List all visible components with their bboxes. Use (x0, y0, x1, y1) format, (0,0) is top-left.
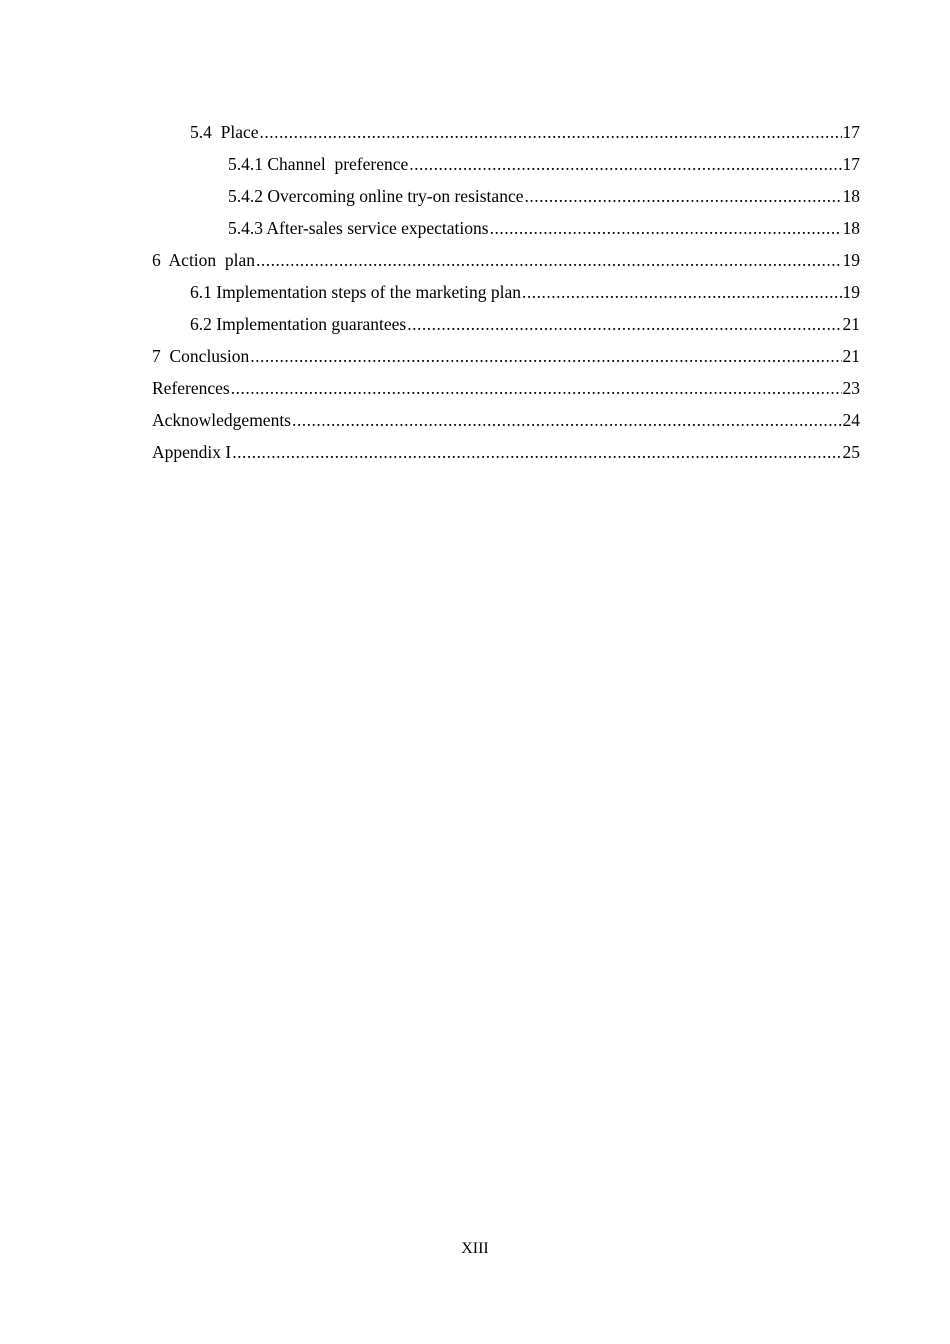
toc-entry-page: 18 (842, 186, 860, 206)
toc-entry-5-4-3-after-sales[interactable] (152, 212, 860, 244)
dot-leader (490, 212, 842, 244)
toc-entry-page: 17 (842, 122, 860, 142)
toc-entry-page: 25 (842, 442, 860, 462)
toc-entry-page: 21 (842, 314, 860, 334)
toc-entry-6-action-plan[interactable] (152, 244, 860, 276)
dot-leader (522, 276, 842, 308)
dot-leader (231, 372, 842, 404)
dot-leader (407, 308, 841, 340)
toc-entry-5-4-place[interactable] (152, 116, 860, 148)
toc-entry-page: 23 (842, 378, 860, 398)
toc-entry-title: Acknowledgements (152, 410, 291, 430)
toc-entry-page: 21 (842, 346, 860, 366)
toc-entry-title: 7 Conclusion (152, 346, 250, 366)
dot-leader (292, 404, 842, 436)
toc-entry-references[interactable] (152, 372, 860, 404)
toc-entry-title: 6.2 Implementation guarantees (190, 314, 407, 334)
toc-entry-title: Appendix I (152, 442, 232, 462)
toc-entry-title: 5.4.2 Overcoming online try-on resistance (228, 186, 524, 206)
toc-entry-7-conclusion[interactable] (152, 340, 860, 372)
toc-entry-appendix-i[interactable] (152, 436, 860, 468)
toc-entry-title: 5.4 Place (190, 122, 259, 142)
dot-leader (256, 244, 841, 276)
dot-leader (260, 116, 842, 148)
toc-entry-page: 24 (842, 410, 860, 430)
dot-leader (409, 148, 841, 180)
dot-leader (524, 180, 841, 212)
toc-entry-title: 5.4.1 Channel preference (228, 154, 409, 174)
toc-entry-acknowledgements[interactable] (152, 404, 860, 436)
toc-entry-page: 17 (842, 154, 860, 174)
toc-entry-page: 18 (842, 218, 860, 238)
toc-entry-title: 5.4.3 After-sales service expectations (228, 218, 489, 238)
page-number-footer: XIII (461, 1240, 489, 1257)
toc-entry-title: References (152, 378, 230, 398)
toc-entry-page: 19 (842, 282, 860, 302)
toc-entry-6-2-implementation-guarantees[interactable] (152, 308, 860, 340)
toc-entry-title: 6 Action plan (152, 250, 256, 270)
toc-entry-6-1-implementation-steps[interactable] (152, 276, 860, 308)
toc-entry-page: 19 (842, 250, 860, 270)
dot-leader (250, 340, 841, 372)
table-of-contents (152, 116, 860, 468)
toc-entry-5-4-1-channel-preference[interactable] (152, 148, 860, 180)
toc-entry-title: 6.1 Implementation steps of the marketing plan (190, 282, 521, 302)
toc-entry-5-4-2-online-try-on[interactable] (152, 180, 860, 212)
dot-leader (232, 436, 841, 468)
